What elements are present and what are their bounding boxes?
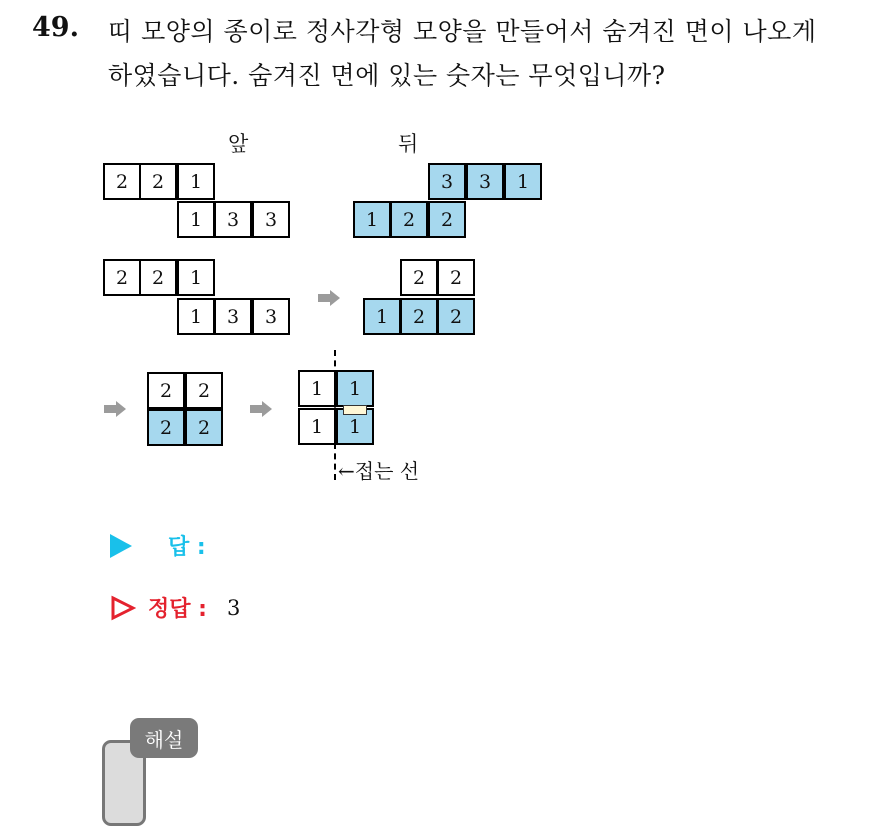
strip-cell-blue: 3 [428, 163, 466, 200]
question-text-line-2: 하였습니다. 숨겨진 면에 있는 숫자는 무엇입니까? [108, 61, 666, 90]
strip-cell: 1 [177, 201, 215, 238]
strip-cell: 1 [298, 370, 336, 407]
arrow-right-icon [250, 401, 272, 417]
strip-cell: 3 [214, 298, 252, 335]
strip-cell-blue: 2 [437, 298, 475, 335]
strip-cell-blue: 2 [185, 409, 223, 446]
answer-row [110, 530, 206, 561]
strip-cell: 2 [139, 259, 177, 296]
fold-line-label: ←접는 선 [338, 459, 420, 483]
strip-cell: 2 [103, 163, 141, 200]
arrow-right-icon [318, 290, 340, 306]
strip-cell: 2 [437, 259, 475, 296]
strip-cell-blue: 1 [504, 163, 542, 200]
strip-cell: 2 [147, 372, 185, 409]
correct-answer-label: 정답 : [148, 597, 207, 622]
back-label: 뒤 [398, 132, 419, 156]
strip-cell-blue: 1 [336, 408, 374, 445]
strip-cell-blue: 1 [363, 298, 401, 335]
strip-cell-blue: 2 [400, 298, 438, 335]
strip-cell: 2 [103, 259, 141, 296]
strip-cell: 2 [139, 163, 177, 200]
question-text-line-1: 띠 모양의 종이로 정사각형 모양을 만들어서 숨겨진 면이 나오게 [108, 17, 817, 46]
strip-cell: 2 [185, 372, 223, 409]
strip-cell-blue: 2 [147, 409, 185, 446]
strip-cell-blue: 3 [466, 163, 504, 200]
play-triangle-icon [110, 534, 132, 558]
strip-cell: 1 [177, 163, 215, 200]
explanation-tab[interactable]: 해설 [130, 718, 198, 758]
question-number: 49. [32, 12, 79, 43]
outline-triangle-icon [110, 595, 136, 621]
arrow-right-icon [104, 401, 126, 417]
strip-cell-blue: 2 [428, 201, 466, 238]
strip-cell: 3 [252, 298, 290, 335]
strip-cell: 2 [400, 259, 438, 296]
strip-cell: 1 [177, 259, 215, 296]
tape-mark [343, 405, 367, 415]
front-label: 앞 [228, 132, 249, 156]
answer-label: 답 : [168, 535, 206, 560]
strip-cell: 3 [214, 201, 252, 238]
strip-cell-blue: 1 [336, 370, 374, 407]
strip-cell-blue: 2 [390, 201, 428, 238]
strip-cell-blue: 1 [353, 201, 391, 238]
correct-answer-row [110, 592, 240, 623]
strip-cell: 1 [298, 408, 336, 445]
fold-line [334, 350, 336, 480]
correct-answer-value: 3 [226, 595, 241, 620]
strip-cell: 1 [177, 298, 215, 335]
strip-cell: 3 [252, 201, 290, 238]
